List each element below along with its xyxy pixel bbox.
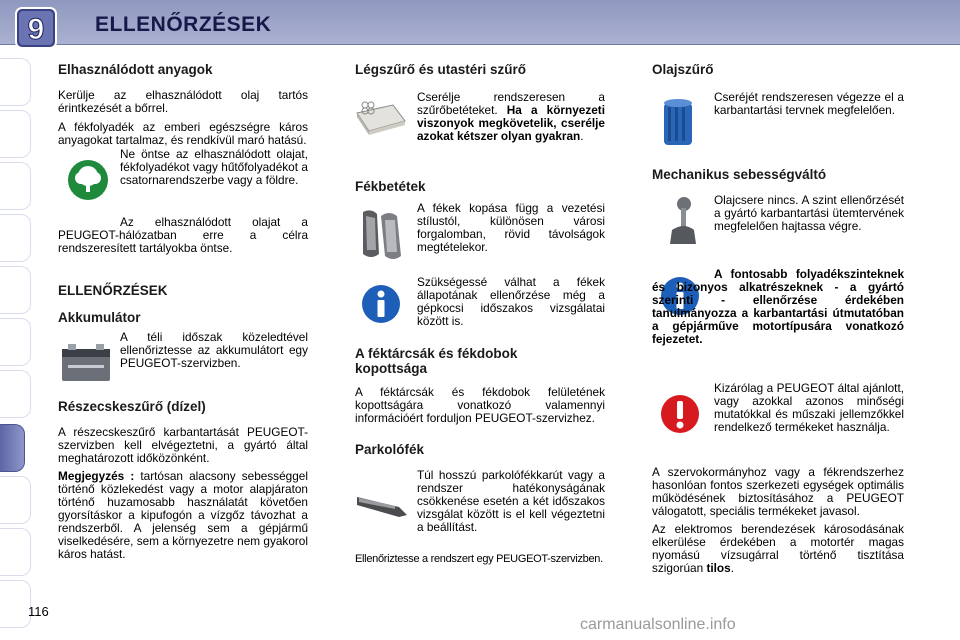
electric-text-end: . bbox=[730, 561, 734, 575]
chapter-tab[interactable] bbox=[0, 528, 31, 576]
used-products-p4: Az elhasználódott olajat a PEUGEOT-hálózatban erre a célra rendszeresített tartályokba öntse. bbox=[58, 215, 308, 255]
electric-text-regular: Az elektromos berendezések károsodásának elkerülése érdekében a motortér magas nyomású vízsugárral történő tisztítása szigorúan bbox=[652, 522, 904, 575]
chapter-title: ELLENŐRZÉSEK bbox=[95, 13, 272, 36]
particle-filter-note bbox=[58, 470, 308, 561]
right-column bbox=[652, 62, 904, 575]
used-products-p1: Kerülje az elhasználódott olaj tartós érintkezését a bőrrel. bbox=[58, 88, 308, 115]
note-label: Megjegyzés : bbox=[58, 469, 135, 483]
air-filter-icon bbox=[355, 99, 407, 139]
battery-icon bbox=[58, 339, 114, 383]
chapter-tab[interactable] bbox=[0, 110, 31, 158]
chapter-tab[interactable] bbox=[0, 266, 31, 314]
middle-column bbox=[355, 62, 605, 566]
recycle-tree-icon bbox=[66, 158, 110, 202]
info-icon bbox=[361, 284, 401, 324]
battery-text: A téli időszak közeledtével ellenőriztesse az akkumulátort egy PEUGEOT-szervizben. bbox=[120, 330, 308, 370]
chapter-tab[interactable] bbox=[0, 318, 31, 366]
left-column bbox=[58, 62, 308, 561]
chapter-tab[interactable] bbox=[0, 476, 31, 524]
oil-filter-title: Olajszűrő bbox=[652, 62, 714, 77]
gearbox-title: Mechanikus sebességváltó bbox=[652, 167, 827, 182]
chapter-header bbox=[0, 0, 960, 45]
oil-filter-text: Cseréjét rendszeresen végezze el a karbantartási tervnek megfelelően. bbox=[714, 90, 904, 117]
discs-title: A féktárcsák és fékdobok kopottsága bbox=[355, 346, 518, 376]
page-number: 116 bbox=[28, 604, 49, 619]
parking-brake-title: Parkolófék bbox=[355, 442, 425, 457]
particle-filter-p1: A részecskeszűrő karbantartását PEUGEOT-szervizben kell elvégeztetni, a gyártó által meghatározott időközönként. bbox=[58, 425, 308, 465]
gear-lever-icon bbox=[666, 196, 698, 248]
used-products-p2: A fékfolyadék az emberi egészségre káros anyagokat tartalmaz, és rendkívül maró hatású. bbox=[58, 120, 308, 147]
parking-brake-lever-icon bbox=[355, 489, 411, 519]
air-filter-title: Légszűrő és utastéri szűrő bbox=[355, 62, 527, 77]
air-filter-text-end: . bbox=[580, 129, 584, 143]
battery-title: Akkumulátor bbox=[58, 310, 141, 325]
warning-icon bbox=[660, 394, 700, 434]
particle-filter-title: Részecskeszűrő (dízel) bbox=[58, 399, 206, 414]
chapter-tab[interactable] bbox=[0, 370, 31, 418]
electric-text-bold: tilos bbox=[706, 561, 731, 575]
chapter-tab[interactable] bbox=[0, 58, 31, 106]
brake-pads-icon bbox=[357, 206, 407, 262]
air-filter-text-regular: Cserélje rendszeresen a szűrőbetéteket. bbox=[417, 90, 605, 117]
chapter-tab[interactable] bbox=[0, 162, 31, 210]
air-filter-text bbox=[417, 91, 605, 143]
brake-pads-info: Szükségessé válhat a fékek állapotának ellenőrzése még a gépkocsi időszakos vizsgálatai között is. bbox=[417, 275, 605, 328]
watermark: carmanualsonline.info bbox=[580, 616, 736, 633]
oil-filter-icon bbox=[660, 97, 696, 149]
steering-text: A szervokormányhoz vagy a fékrendszerhez hasonlóan fontos szerkezeti egységek optimális működésének biztosításához a PEUGEOT válogatott, speciális termékeket javasol. bbox=[652, 465, 904, 518]
chapter-tab[interactable] bbox=[0, 580, 31, 628]
chapter-tabs bbox=[0, 44, 34, 640]
used-products-p3: Ne öntse az elhasználódott olajat, fékfolyadékot vagy hűtőfolyadékot a csatornarendszerbe vagy a földre. bbox=[120, 147, 308, 187]
chapter-number: 9 bbox=[27, 13, 45, 46]
maintenance-info: A fontosabb folyadékszinteknek és bizonyos alkatrészeknek - a gyártó szerinti - ellenőrzése érdekében tanulmányozza a karbantartási útmutatóban a gépjárműve motortípusára vonatkozó fejezetet. bbox=[652, 267, 904, 346]
chapter-tab[interactable] bbox=[0, 214, 31, 262]
products-warning-text: Kizárólag a PEUGEOT által ajánlott, vagy azokkal azonos minőségi mutatókkal és műszaki jellemzőkkel rendelkező termékeket használja. bbox=[714, 381, 904, 434]
discs-text: A féktárcsák és fékdobok felületének kopottságára vonatkozó valamennyi információért forduljon PEUGEOT-szervizhez. bbox=[355, 385, 605, 425]
brake-pads-text: A fékek kopása függ a vezetési stílustól, különösen városi forgalomban, rövid távolságok megtételekor. bbox=[417, 201, 605, 254]
parking-brake-note: Ellenőriztesse a rendszert egy PEUGEOT-szervizben. bbox=[355, 553, 603, 565]
brake-pads-title: Fékbetétek bbox=[355, 179, 426, 194]
checks-title: ELLENŐRZÉSEK bbox=[58, 283, 168, 298]
used-products-title: Elhasználódott anyagok bbox=[58, 62, 213, 77]
note-text: tartósan alacsony sebességgel történő közlekedést vagy a motor alapjáraton történő huzamosabb használatát követően gyorsításkor a kipufogón a vízgőz távozhat a rendszerből. A jelenség sem a gépjármű viselkedésére, sem a környezetre nem gyakorol káros hatást. bbox=[58, 469, 308, 561]
electric-text bbox=[652, 523, 904, 575]
gearbox-text: Olajcsere nincs. A szint ellenőrzését a gyártó karbantartási ütemtervének megfelelően hajtassa végre. bbox=[714, 193, 904, 233]
chapter-tab-active[interactable] bbox=[0, 424, 25, 472]
air-filter-text-bold: Ha a környezeti viszonyok megkövetelik, cserélje azokat kétszer olyan gyakran bbox=[417, 103, 605, 143]
parking-brake-text: Túl hosszú parkolófékkarút vagy a rendszer hatékonyságának csökkenése esetén a két időszakos vizsgálat között is el kell végeztetni a beállítást. bbox=[417, 468, 605, 534]
